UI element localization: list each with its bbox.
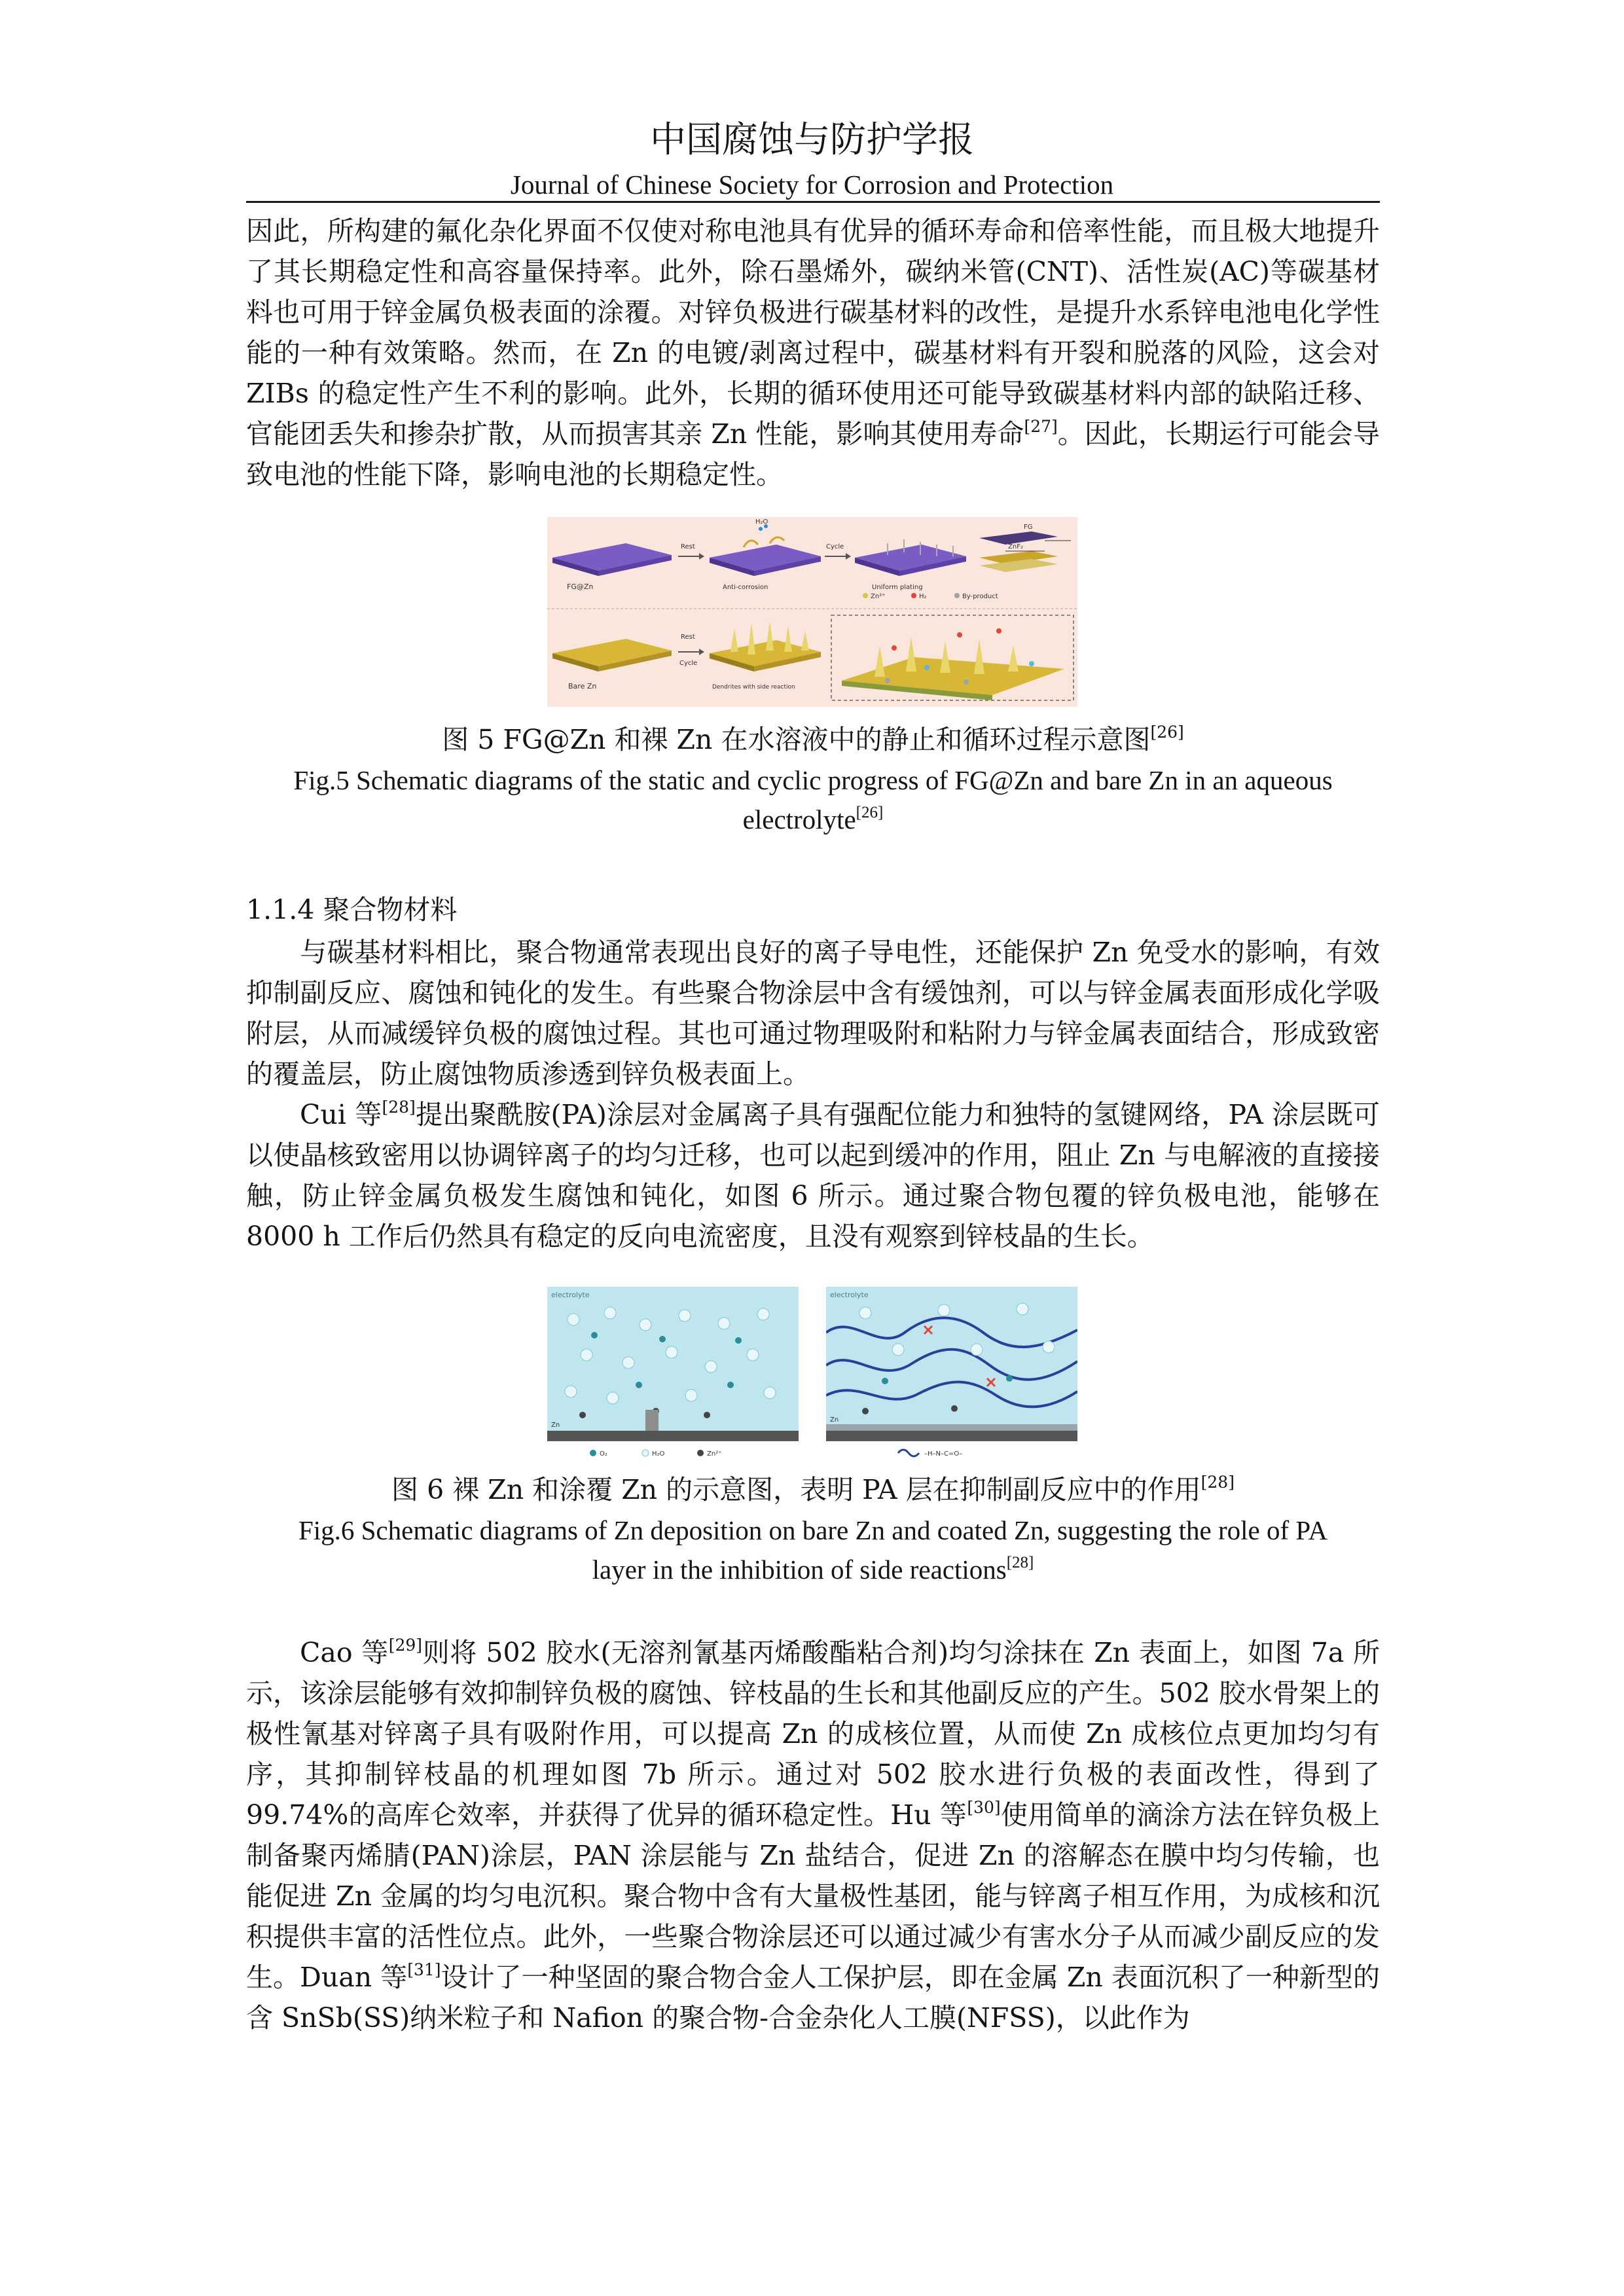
legend-o2: O₂ — [600, 1450, 607, 1458]
legend-pa-unit: –H–N–C=O– — [924, 1450, 963, 1458]
legend-zn2plus: Zn²⁺ — [871, 593, 886, 600]
label-anti-corrosion: Anti-corrosion — [723, 584, 768, 591]
label-znf2: ZnF₂ — [1008, 543, 1023, 550]
label-fg: FG — [1024, 524, 1033, 531]
paragraph-text-3: 设计了一种坚固的聚合物合金人工保护层，即在金属 Zn 表面沉积了一种新型的含 SnSb(SS)纳米粒子和 Nafion 的聚合物-合金杂化人工膜(NFSS)，以此作为 — [246, 1962, 1380, 2034]
label-cycle-1: Cycle — [826, 543, 844, 550]
legend-zn2plus-marker — [697, 1450, 704, 1456]
zn-electrode — [826, 1431, 1077, 1441]
legend-by-product: By-product — [962, 593, 998, 600]
citation: [28] — [382, 1098, 416, 1117]
label-bare-zn: Bare Zn — [568, 682, 597, 691]
figure-5-caption-cn — [246, 720, 1380, 759]
paragraph-cao-hu-duan — [246, 1632, 1380, 2038]
paragraph-cui-pa — [246, 1094, 1380, 1257]
label-rest-1: Rest — [681, 543, 695, 550]
label-zn: Zn — [551, 1422, 560, 1429]
caption-text: 图 5 FG@Zn 和裸 Zn 在水溶液中的静止和循环过程示意图 — [442, 724, 1151, 755]
citation: [28] — [1006, 1554, 1034, 1571]
author-cui: Cui 等 — [300, 1099, 382, 1130]
paragraph-text: 与碳基材料相比，聚合物通常表现出良好的离子导电性，还能保护 Zn 免受水的影响，有效抑制副反应、腐蚀和钝化的发生。有些聚合物涂层中含有缓蚀剂，可以与锌金属表面形成化学吸附层，从而减缓锌负极的腐蚀过程。其也可通过物理吸附和粘附力与锌金属表面结合，形成致密的覆盖层，防止腐蚀物质渗透到锌负极表面上。 — [246, 937, 1380, 1090]
zn-dendrite — [645, 1410, 659, 1431]
figure-6-caption-en — [246, 1511, 1380, 1589]
citation: [28] — [1200, 1473, 1235, 1492]
figure-6-coated-zn — [826, 1287, 1077, 1460]
legend-pa-chain-marker — [898, 1450, 919, 1456]
citation: [29] — [388, 1636, 423, 1655]
figure-5-schematic — [547, 517, 1077, 707]
label-uniform-plating: Uniform plating — [872, 584, 923, 591]
citation: [27] — [1024, 417, 1058, 436]
citation: [26] — [1150, 723, 1184, 742]
paragraph-text-tail: 。因此，长期运行可能会导致电池的性能下降，影响电池的长期稳定性。 — [246, 418, 1380, 490]
citation: [26] — [856, 804, 884, 821]
legend-h2: H₂ — [919, 593, 927, 600]
journal-title-en: Journal of Chinese Society for Corrosion and Protection — [510, 170, 1114, 200]
caption-text-line-2: layer in the inhibition of side reactions — [592, 1554, 1007, 1585]
header-rule — [246, 201, 1380, 203]
label-electrolyte: electrolyte — [551, 1291, 590, 1299]
paragraph-polymer-intro — [246, 932, 1380, 1094]
caption-text-line-2: electrolyte — [742, 804, 856, 834]
journal-title-cn: 中国腐蚀与防护学报 — [649, 118, 974, 160]
paragraph-carbon-materials — [246, 211, 1380, 495]
legend-h2o: H₂O — [652, 1450, 665, 1458]
paragraph-text-2: 使用简单的滴涂方法在锌负极上制备聚丙烯腈(PAN)涂层，PAN 涂层能与 Zn 盐结合，促进 Zn 的溶解态在膜中均匀传输，也能促进 Zn 金属的均匀电沉积。聚合物中含有大量极性基团，能与锌离子相互作用，为成核和沉积提供丰富的活性位点。此外，一些聚合物涂层还可以通过减少有害水分子从而减少副反应的发生。Duan 等 — [246, 1799, 1380, 1993]
label-fgzn: FG@Zn — [567, 583, 594, 591]
pa-coating-layer — [826, 1424, 1077, 1431]
citation: [30] — [967, 1798, 1001, 1817]
caption-text-line-1: Fig.5 Schematic diagrams of the static and cyclic progress of FG@Zn and bare Zn in an aqueous — [293, 765, 1333, 795]
citation: [31] — [407, 1960, 441, 1979]
author-cao: Cao 等 — [300, 1637, 389, 1668]
figure-5-caption-en — [246, 761, 1380, 839]
label-h2o: H₂O — [755, 518, 768, 526]
legend-h2o-marker — [642, 1450, 649, 1456]
figure-6-caption-cn — [246, 1470, 1380, 1509]
label-electrolyte: electrolyte — [830, 1291, 869, 1299]
label-rest-2: Rest — [681, 634, 695, 641]
figure-6-bare-zn — [547, 1287, 799, 1460]
zn-electrode — [547, 1431, 799, 1441]
caption-text: 图 6 裸 Zn 和涂覆 Zn 的示意图，表明 PA 层在抑制副反应中的作用 — [391, 1474, 1201, 1505]
legend-o2-marker — [590, 1450, 596, 1456]
caption-text-line-1: Fig.6 Schematic diagrams of Zn deposition on bare Zn and coated Zn, suggesting the role of PA — [298, 1515, 1328, 1545]
paragraph-text: 提出聚酰胺(PA)涂层对金属离子具有强配位能力和独特的氢键网络，PA 涂层既可以使晶核致密用以协调锌离子的均匀迁移，也可以起到缓冲的作用，阻止 Zn 与电解液的直接接触，防止锌金属负极发生腐蚀和钝化，如图 6 所示。通过聚合物包覆的锌负极电池，能够在 8000 h 工作后仍然具有稳定的反向电流密度，且没有观察到锌枝晶的生长。 — [246, 1099, 1380, 1252]
paragraph-text: 因此，所构建的氟化杂化界面不仅使对称电池具有优异的循环寿命和倍率性能，而且极大地提升了其长期稳定性和高容量保持率。此外，除石墨烯外，碳纳米管(CNT)、活性炭(AC)等碳基材料也可用于锌金属负极表面的涂覆。对锌负极进行碳基材料的改性，是提升水系锌电池电化学性能的一种有效策略。然而，在 Zn 的电镀/剥离过程中，碳基材料有开裂和脱落的风险，这会对 ZIBs 的稳定性产生不利的影响。此外，长期的循环使用还可能导致碳基材料内部的缺陷迁移、官能团丢失和掺杂扩散，从而损害其亲 Zn 性能，影响其使用寿命 — [246, 215, 1380, 450]
legend-zn2plus: Zn²⁺ — [707, 1450, 722, 1458]
label-cycle-2: Cycle — [679, 660, 698, 667]
section-heading-1-1-4: 1.1.4 聚合物材料 — [246, 894, 458, 925]
paragraph-text-1: 则将 502 胶水(无溶剂氰基丙烯酸酯粘合剂)均匀涂抹在 Zn 表面上，如图 7a 所示，该涂层能够有效抑制锌负极的腐蚀、锌枝晶的生长和其他副反应的产生。502 胶水骨架上的极性氰基对锌离子具有吸附作用，可以提高 Zn 的成核位置，从而使 Zn 成核位点更加均匀有序，其抑制锌枝晶的机理如图 7b 所示。通过对 502 胶水进行负极的表面改性，得到了 99.74%的高库仑效率，并获得了优异的循环稳定性。Hu 等 — [246, 1637, 1380, 1831]
label-zn: Zn — [830, 1416, 839, 1424]
label-dendrites: Dendrites with side reaction — [712, 684, 795, 691]
